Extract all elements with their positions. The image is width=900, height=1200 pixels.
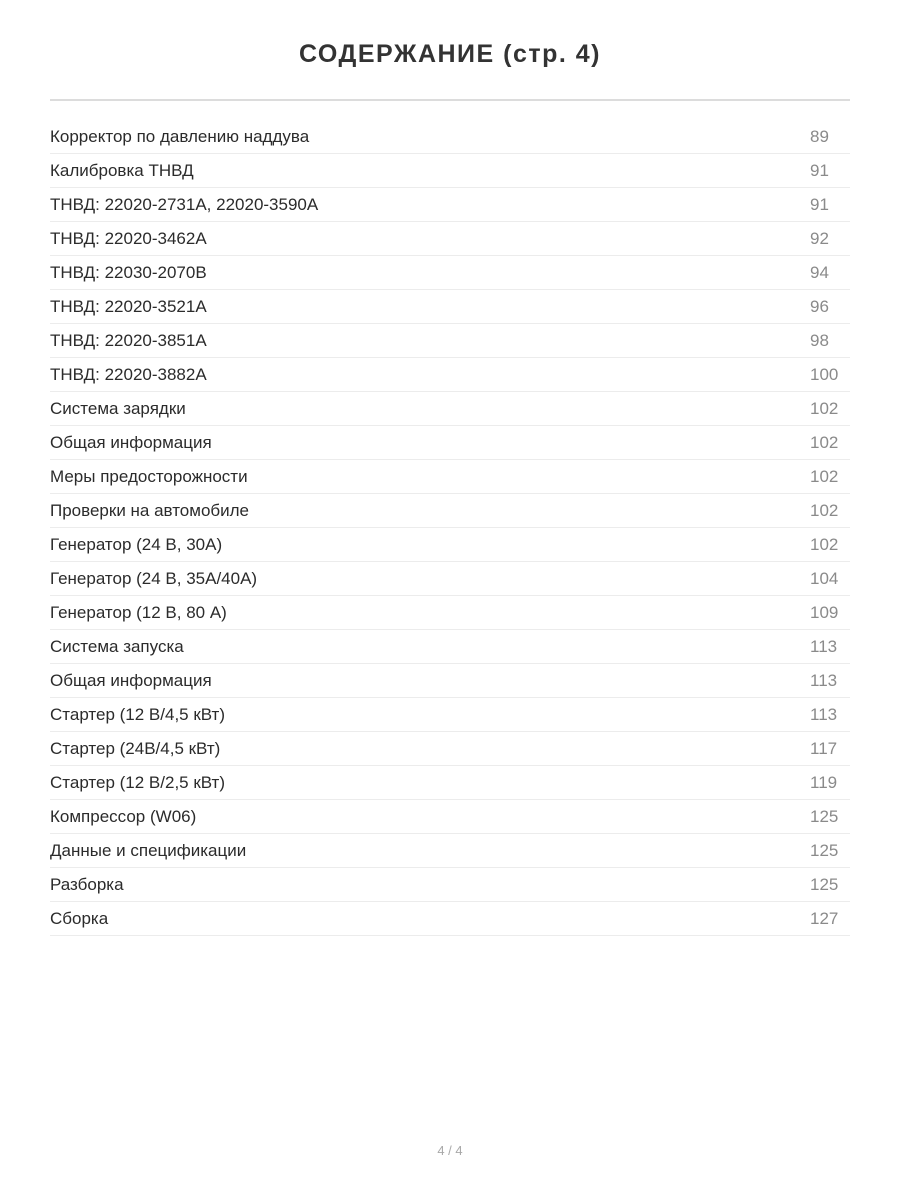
toc-entry-label: Генератор (24 В, 30А) bbox=[50, 535, 223, 554]
toc-entry[interactable] bbox=[50, 188, 850, 222]
toc-entry-label: Калибровка ТНВД bbox=[50, 161, 194, 180]
toc-entry[interactable] bbox=[50, 154, 850, 188]
toc-entry-page: 113 bbox=[810, 671, 838, 690]
toc-entry-page: 91 bbox=[810, 195, 829, 214]
toc-entry[interactable] bbox=[50, 120, 850, 154]
toc-entry-page: 113 bbox=[810, 705, 838, 724]
toc-entry[interactable] bbox=[50, 460, 850, 494]
table-of-contents bbox=[50, 120, 850, 936]
toc-entry-page: 96 bbox=[810, 297, 829, 316]
toc-entry[interactable] bbox=[50, 902, 850, 936]
toc-entry-label: Меры предосторожности bbox=[50, 467, 248, 486]
toc-entry-label: Разборка bbox=[50, 875, 124, 894]
toc-entry-label: Стартер (24В/4,5 кВт) bbox=[50, 739, 221, 758]
toc-entry-page: 102 bbox=[810, 501, 839, 520]
toc-entry-label: Система запуска bbox=[50, 637, 184, 656]
toc-entry[interactable] bbox=[50, 392, 850, 426]
toc-entry[interactable] bbox=[50, 664, 850, 698]
toc-entry-page: 94 bbox=[810, 263, 829, 282]
toc-entry-page: 89 bbox=[810, 127, 829, 146]
toc-entry-label: Стартер (12 В/2,5 кВт) bbox=[50, 773, 226, 792]
toc-entry[interactable] bbox=[50, 256, 850, 290]
page-number-footer: 4 / 4 bbox=[437, 1143, 463, 1158]
toc-entry-label: Стартер (12 В/4,5 кВт) bbox=[50, 705, 226, 724]
toc-entry-label: ТНВД: 22020-3462A bbox=[50, 229, 207, 248]
toc-entry-label: ТНВД: 22020-3851A bbox=[50, 331, 207, 350]
toc-entry[interactable] bbox=[50, 358, 850, 392]
toc-entry-label: Общая информация bbox=[50, 433, 212, 452]
toc-entry[interactable] bbox=[50, 630, 850, 664]
toc-entry-page: 125 bbox=[810, 807, 839, 826]
title-divider bbox=[50, 99, 850, 101]
toc-entry-label: Генератор (24 В, 35А/40А) bbox=[50, 569, 258, 588]
toc-entry-label: Корректор по давлению наддува bbox=[50, 127, 310, 146]
toc-entry[interactable] bbox=[50, 766, 850, 800]
toc-entry-label: Система зарядки bbox=[50, 399, 186, 418]
toc-entry[interactable] bbox=[50, 868, 850, 902]
toc-entry-label: Сборка bbox=[50, 909, 109, 928]
toc-entry[interactable] bbox=[50, 290, 850, 324]
toc-entry-label: Общая информация bbox=[50, 671, 212, 690]
toc-entry-label: ТНВД: 22020-3882A bbox=[50, 365, 207, 384]
toc-entry-page: 92 bbox=[810, 229, 829, 248]
toc-entry-label: Генератор (12 В, 80 А) bbox=[50, 603, 227, 622]
toc-entry-label: ТНВД: 22030-2070B bbox=[50, 263, 207, 282]
toc-entry-page: 104 bbox=[810, 569, 839, 588]
page-title: СОДЕРЖАНИЕ (стр. 4) bbox=[298, 40, 602, 68]
toc-entry[interactable] bbox=[50, 698, 850, 732]
toc-entry[interactable] bbox=[50, 596, 850, 630]
toc-entry-page: 119 bbox=[810, 773, 838, 792]
toc-entry-page: 91 bbox=[810, 161, 829, 180]
toc-entry-page: 125 bbox=[810, 841, 839, 860]
toc-entry-page: 100 bbox=[810, 365, 839, 384]
toc-entry[interactable] bbox=[50, 426, 850, 460]
toc-entry-page: 127 bbox=[810, 909, 839, 928]
toc-entry[interactable] bbox=[50, 222, 850, 256]
toc-entry-page: 102 bbox=[810, 535, 839, 554]
toc-entry-label: ТНВД: 22020-2731A, 22020-3590A bbox=[50, 195, 319, 214]
toc-entry-page: 109 bbox=[810, 603, 839, 622]
toc-entry-page: 98 bbox=[810, 331, 829, 350]
toc-entry-label: Данные и спецификации bbox=[50, 841, 247, 860]
toc-entry[interactable] bbox=[50, 732, 850, 766]
toc-entry-page: 117 bbox=[810, 739, 838, 758]
toc-entry-page: 102 bbox=[810, 399, 839, 418]
toc-entry-page: 102 bbox=[810, 433, 839, 452]
toc-entry-label: ТНВД: 22020-3521A bbox=[50, 297, 207, 316]
toc-entry-page: 125 bbox=[810, 875, 839, 894]
toc-entry[interactable] bbox=[50, 562, 850, 596]
toc-entry-page: 113 bbox=[810, 637, 838, 656]
toc-entry[interactable] bbox=[50, 324, 850, 358]
toc-entry-label: Проверки на автомобиле bbox=[50, 501, 250, 520]
toc-entry-page: 102 bbox=[810, 467, 839, 486]
toc-entry[interactable] bbox=[50, 528, 850, 562]
toc-entry[interactable] bbox=[50, 800, 850, 834]
toc-entry[interactable] bbox=[50, 834, 850, 868]
toc-entry[interactable] bbox=[50, 494, 850, 528]
toc-entry-label: Компрессор (W06) bbox=[50, 807, 197, 826]
